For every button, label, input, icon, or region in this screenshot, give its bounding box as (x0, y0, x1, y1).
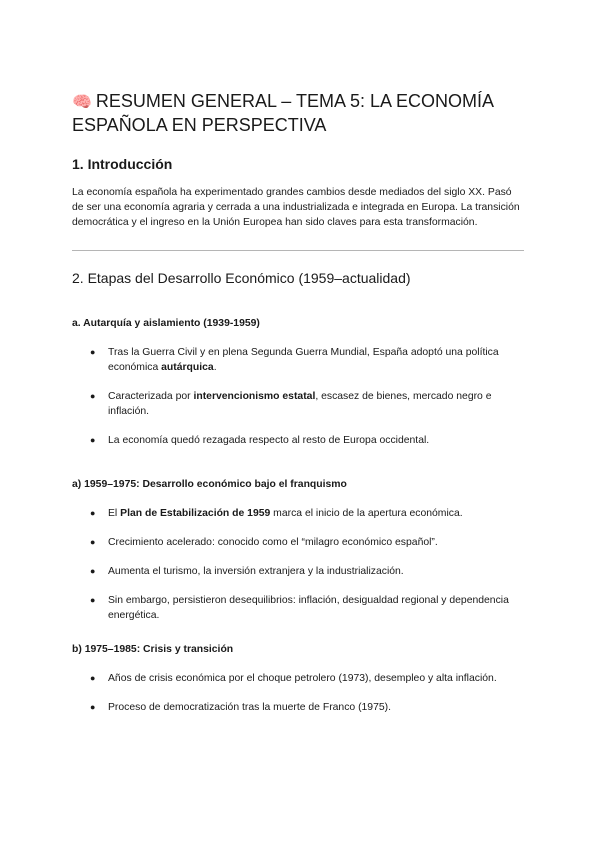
list-item: ● Sin embargo, persistieron desequilibrios: inflación, desigualdad regional y dependencia energética. (90, 595, 509, 621)
section-heading: a. Autarquía y aislamiento (1939-1959) (72, 318, 260, 329)
bullet-list (72, 671, 524, 715)
list-item: ● Caracterizada por intervencionismo estatal, escasez de bienes, mercado negro e inflación. (90, 391, 492, 417)
bullet-icon: ● (90, 435, 96, 445)
section-crisis-transicion (72, 643, 524, 715)
bullet-icon: ● (90, 347, 96, 357)
brain-icon: 🧠 (72, 94, 92, 111)
page-title (72, 90, 524, 137)
bullet-icon: ● (90, 391, 96, 401)
list-item: ● Aumenta el turismo, la inversión extranjera y la industrialización. (90, 566, 404, 577)
list-item: ● La economía quedó rezagada respecto al resto de Europa occidental. (90, 435, 430, 446)
section-heading: b) 1975–1985: Crisis y transición (72, 644, 234, 655)
bullet-list (72, 345, 524, 448)
list-item: ● Crecimiento acelerado: conocido como el “milagro económico español”. (90, 537, 438, 548)
bullet-icon: ● (90, 673, 96, 683)
bullet-list (72, 506, 524, 623)
divider (72, 250, 524, 251)
sections-container (72, 317, 524, 715)
intro-paragraph: La economía española ha experimentado grandes cambios desde mediados del siglo XX. Pasó de ser una economía agraria y cerrada a una industrializada e integrada en Europa. La transición democrática y el ingreso en la Unión Europea han sido claves para esta transformación. (72, 187, 520, 228)
stages-heading: 2. Etapas del Desarrollo Económico (1959–actualidad) (72, 270, 411, 286)
bullet-icon: ● (90, 566, 96, 576)
list-item: ● Años de crisis económica por el choque petrolero (1973), desempleo y alta inflación. (90, 673, 497, 684)
bullet-icon: ● (90, 508, 96, 518)
page-title-text: RESUMEN GENERAL – TEMA 5: LA ECONOMÍA ESPAÑOLA EN PERSPECTIVA (72, 91, 494, 135)
section-franquismo (72, 478, 524, 623)
list-item: ● El Plan de Estabilización de 1959 marca el inicio de la apertura económica. (90, 508, 463, 519)
section-heading: a) 1959–1975: Desarrollo económico bajo el franquismo (72, 479, 347, 490)
list-item: ● Tras la Guerra Civil y en plena Segunda Guerra Mundial, España adoptó una política económica autárquica. (90, 347, 499, 373)
list-item: ● Proceso de democratización tras la muerte de Franco (1975). (90, 702, 391, 713)
bullet-icon: ● (90, 537, 96, 547)
bullet-icon: ● (90, 702, 96, 712)
intro-heading: 1. Introducción (72, 156, 173, 172)
section-autarquia (72, 317, 524, 448)
bullet-icon: ● (90, 595, 96, 605)
